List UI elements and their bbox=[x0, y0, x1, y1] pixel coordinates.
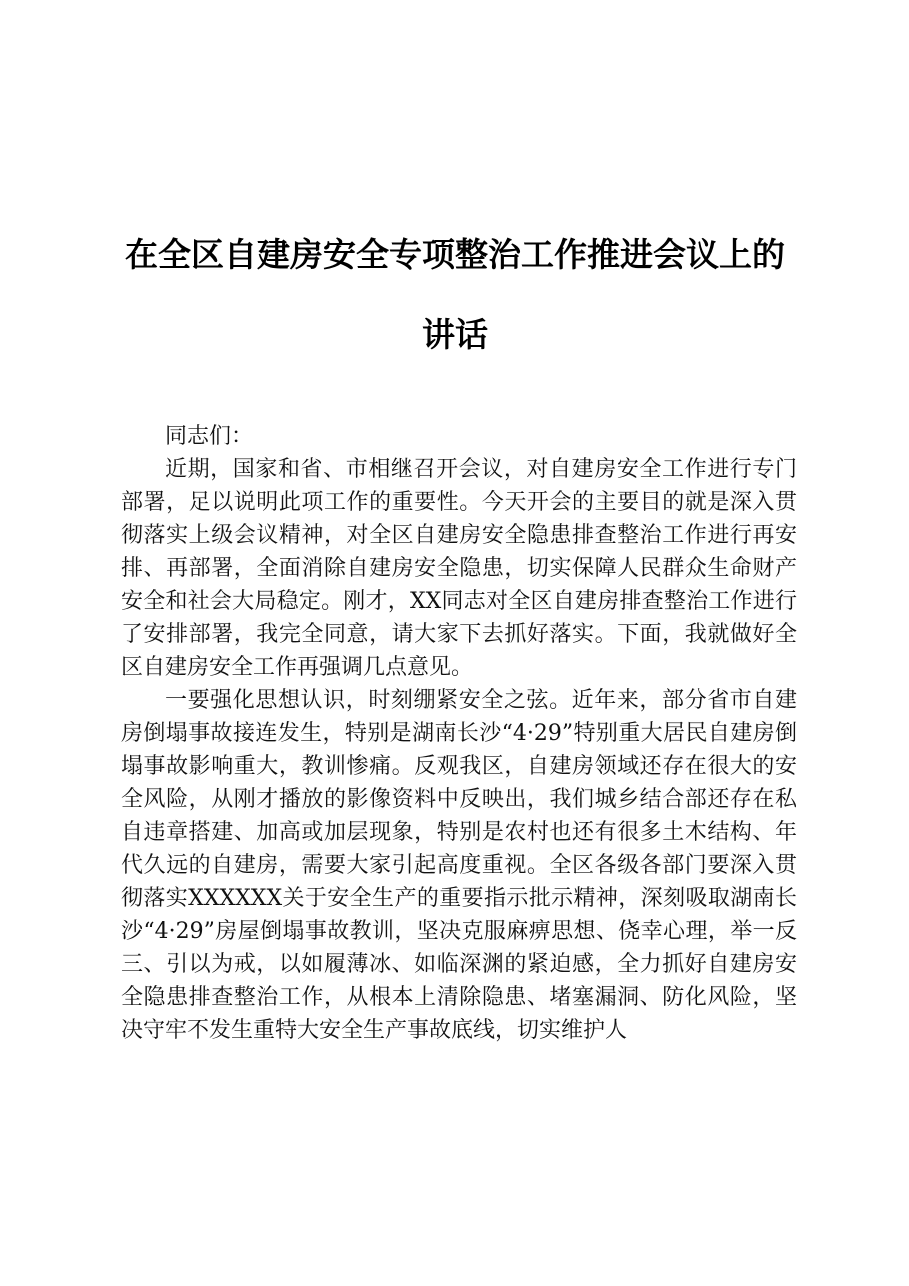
salutation: 同志们： bbox=[165, 424, 254, 449]
paragraph-point-one: 一要强化思想认识，时刻绷紧安全之弦。近年来，部分省市自建房倒塌事故接连发生，特别是湖南长沙“4·29”特别重大居民自建房倒塌事故影响重大，教训惨痛。反观我区，自建房领域还存在很大的安全风险，从刚才播放的影像资料中反映出，我们城乡结合部还存在私自违章搭建、加高或加层现象，特别是农村也还有很多土木结构、年代久远的自建房，需要大家引起高度重视。全区各级各部门要深入贯彻落实XXXXXX关于安全生产的重要指示批示精神，深刻吸取湖南长沙“4·29”房屋倒塌事故教训，坚决克服麻痹思想、侥幸心理，举一反三、引以为戒，以如履薄冰、如临深渊的紧迫感，全力抓好自建房安全隐患排查整治工作，从根本上清除隐患、堵塞漏洞、防化风险，坚决守牢不发生重特大安全生产事故底线，切实维护人 bbox=[121, 688, 797, 1043]
document-body bbox=[121, 420, 797, 1047]
paragraph-intro: 近期，国家和省、市相继召开会议，对自建房安全工作进行专门部署，足以说明此项工作的重要性。今天开会的主要目的就是深入贯彻落实上级会议精神，对全区自建房安全隐患排查整治工作进行再安排、再部署，全面消除自建房安全隐患，切实保障人民群众生命财产安全和社会大局稳定。刚才，XX同志对全区自建房排查整治工作进行了安排部署，我完全同意，请大家下去抓好落实。下面，我就做好全区自建房安全工作再强调几点意见。 bbox=[121, 457, 797, 680]
document-title: 在全区自建房安全专项整治工作推进会议上的讲话 bbox=[125, 235, 785, 354]
